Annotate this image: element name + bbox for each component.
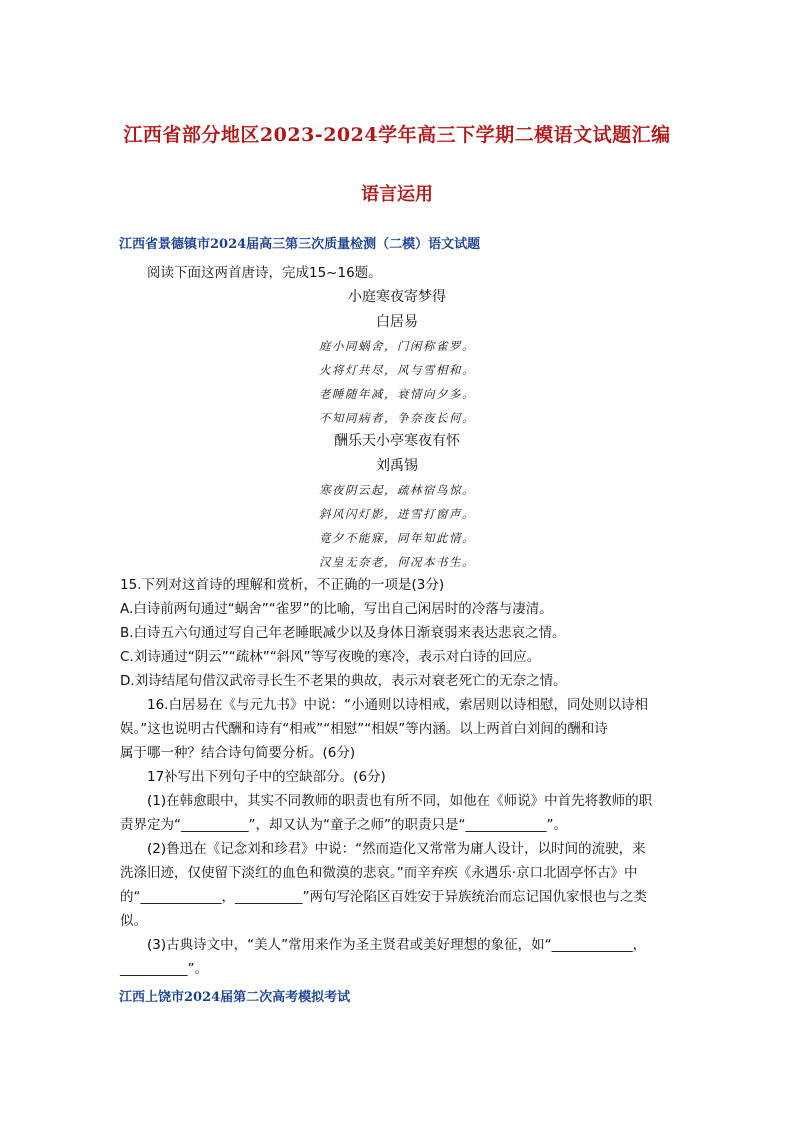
poem2-author: 刘禹锡 <box>376 458 418 474</box>
question-16-text: 娱。”这也说明古代酬和诗有“相戒”“相慰”“相娱”等内涵。以上两首白刘间的酬和诗 <box>120 721 608 737</box>
poem2-line: 斜风闪灯影，迸雪打窗声。 <box>319 507 475 521</box>
question-16-text: 16.白居易在《与元九书》中说：“小通则以诗相戒，索居则以诗相慰，同处则以诗相 <box>147 697 648 713</box>
question-17-part-2: 似。 <box>120 913 147 929</box>
question-17: 17补写出下列句子中的空缺部分。(6分) <box>147 769 386 785</box>
section-heading-jingdezhen: 江西省景德镇市2024届高三第三次质量检测（二模）语文试题 <box>119 237 481 252</box>
question-17-part-2: (2)鲁迅在《记念刘和珍君》中说：“然而造化又常常为庸人设计，以时间的流驶，来 <box>147 841 646 857</box>
question-17-part-1: (1)在韩愈眼中，其实不同教师的职责也有所不同，如他在《师说》中首先将教师的职 <box>147 793 653 809</box>
poem1-line: 不知同病者，争奈夜长何。 <box>319 411 475 425</box>
poem1-line: 老睡随年减，衰情向夕多。 <box>319 387 475 401</box>
poem1-title: 小庭寒夜寄梦得 <box>348 289 446 305</box>
poem1-line: 庭小同蜗舍，门闲称雀罗。 <box>319 339 475 353</box>
poem2-title: 酬乐天小亭寒夜有怀 <box>334 433 460 449</box>
question-17-part-3: (3)古典诗文中，“美人”常用来作为圣主贤君或美好理想的象征，如“____________， <box>147 937 647 953</box>
document-subtitle: 语言运用 <box>361 184 433 205</box>
question-17-part-2: 的“____________，__________”两句写沦陷区百姓安于异族统治而忘记国仇家恨也与之类 <box>120 889 647 905</box>
question-17-part-3: __________”。 <box>120 961 208 977</box>
poem2-line: 汉皇无奈老，何况本书生。 <box>319 555 475 569</box>
reading-instruction: 阅读下面这两首唐诗，完成15~16题。 <box>147 265 382 281</box>
question-15-option-c: C.刘诗通过“阴云”“疏林”“斜风”等写夜晚的寒冷，表示对白诗的回应。 <box>120 649 541 665</box>
question-17-part-1: 责界定为“__________”，却又认为“童子之师”的职责只是“____________”。 <box>120 817 567 833</box>
question-17-part-2: 洗涤旧迹，仅使留下淡红的血色和微漠的悲哀。”而辛弃疾《永遇乐·京口北固亭怀古》中 <box>120 865 638 881</box>
question-16-text: 属于哪一种？结合诗句简要分析。(6分) <box>120 745 356 761</box>
poem1-line: 火将灯共尽，风与雪相和。 <box>319 363 475 377</box>
question-15-option-a: A.白诗前两句通过“蜗舍”“雀罗”的比喻，写出自己闲居时的冷落与凄清。 <box>120 601 553 617</box>
poem2-line: 寒夜阴云起，疏林宿鸟惊。 <box>319 483 475 497</box>
question-15-option-b: B.白诗五六句通过写自己年老睡眠减少以及身体日渐衰弱来表达悲哀之情。 <box>120 625 566 641</box>
question-15-option-d: D.刘诗结尾句借汉武帝寻长生不老果的典故，表示对衰老死亡的无奈之情。 <box>120 673 567 689</box>
section-heading-shangrao: 江西上饶市2024届第二次高考模拟考试 <box>119 990 351 1005</box>
document-title: 江西省部分地区2023-2024学年高三下学期二模语文试题汇编 <box>123 124 671 146</box>
poem1-author: 白居易 <box>376 314 418 330</box>
poem2-line: 竟夕不能寐，同年知此情。 <box>319 531 475 545</box>
question-15: 15.下列对这首诗的理解和赏析，不正确的一项是(3分) <box>120 577 445 593</box>
